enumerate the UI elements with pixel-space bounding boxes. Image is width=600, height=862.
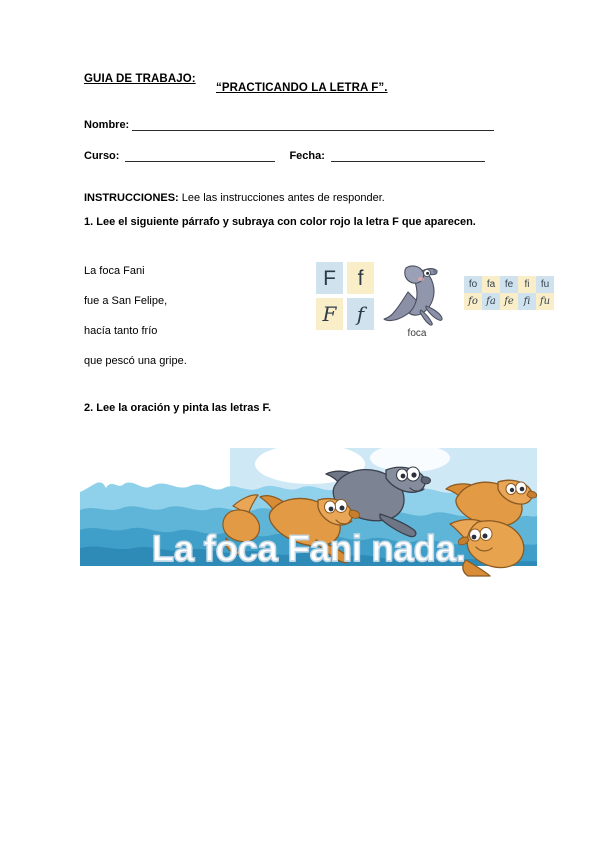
fecha-input-rule[interactable]	[331, 150, 485, 162]
syllable-print: fe	[500, 276, 518, 293]
question-2-text: 2. Lee la oración y pinta las letras F.	[84, 402, 272, 414]
letter-card-cursive-uppercase: F	[316, 298, 343, 330]
seal-label: foca	[407, 328, 427, 339]
syllable-print: fu	[536, 276, 554, 293]
poem-block	[84, 256, 187, 376]
letter-card-print-uppercase: F	[316, 262, 343, 294]
nombre-label: Nombre:	[84, 119, 130, 131]
instructions-heading: INSTRUCCIONES:	[84, 192, 179, 204]
curso-input-rule[interactable]	[125, 150, 275, 162]
instructions-text: Lee las instrucciones antes de responder.	[178, 192, 385, 204]
seal-illustration	[378, 258, 456, 346]
poem-line: que pescó una gripe.	[84, 355, 187, 367]
letter-cards-group	[316, 262, 378, 332]
syllable-cursive: fa	[482, 293, 500, 310]
letter-card-cursive-lowercase: f	[347, 298, 374, 330]
syllable-cursive: fi	[518, 293, 536, 310]
syllable-grid	[464, 276, 554, 310]
syllable-cursive: fo	[464, 293, 482, 310]
syllable-cursive: fe	[500, 293, 518, 310]
sentence-illustration	[80, 448, 537, 578]
syllable-column	[500, 276, 518, 310]
nombre-field-row	[84, 119, 494, 131]
letter-card-print-lowercase: f	[347, 262, 374, 294]
syllable-column	[482, 276, 500, 310]
seals-in-water-scene	[80, 448, 537, 578]
fecha-label: Fecha:	[289, 150, 325, 162]
letter-f-figure	[316, 258, 551, 346]
seal-icon	[378, 258, 456, 330]
syllable-column	[536, 276, 554, 310]
syllable-print: fi	[518, 276, 536, 293]
poem-line: fue a San Felipe,	[84, 295, 168, 307]
syllable-print: fa	[482, 276, 500, 293]
syllable-cursive: fu	[536, 293, 554, 310]
curso-label: Curso:	[84, 150, 120, 162]
curso-fecha-field-row	[84, 150, 485, 162]
poem-line: La foca Fani	[84, 265, 145, 277]
syllable-column	[464, 276, 482, 310]
nombre-input-rule[interactable]	[132, 119, 494, 131]
poem-line: hacía tanto frío	[84, 325, 158, 337]
syllable-print: fo	[464, 276, 482, 293]
question-1-text: 1. Lee el siguiente párrafo y subraya con color rojo la letra F que aparecen.	[84, 216, 476, 228]
instructions-line	[84, 192, 385, 204]
scene-caption: La foca Fani nada.	[151, 528, 466, 569]
page-title: “PRACTICANDO LA LETRA F”.	[216, 82, 388, 94]
syllable-column	[518, 276, 536, 310]
guide-label: GUIA DE TRABAJO:	[84, 73, 196, 85]
